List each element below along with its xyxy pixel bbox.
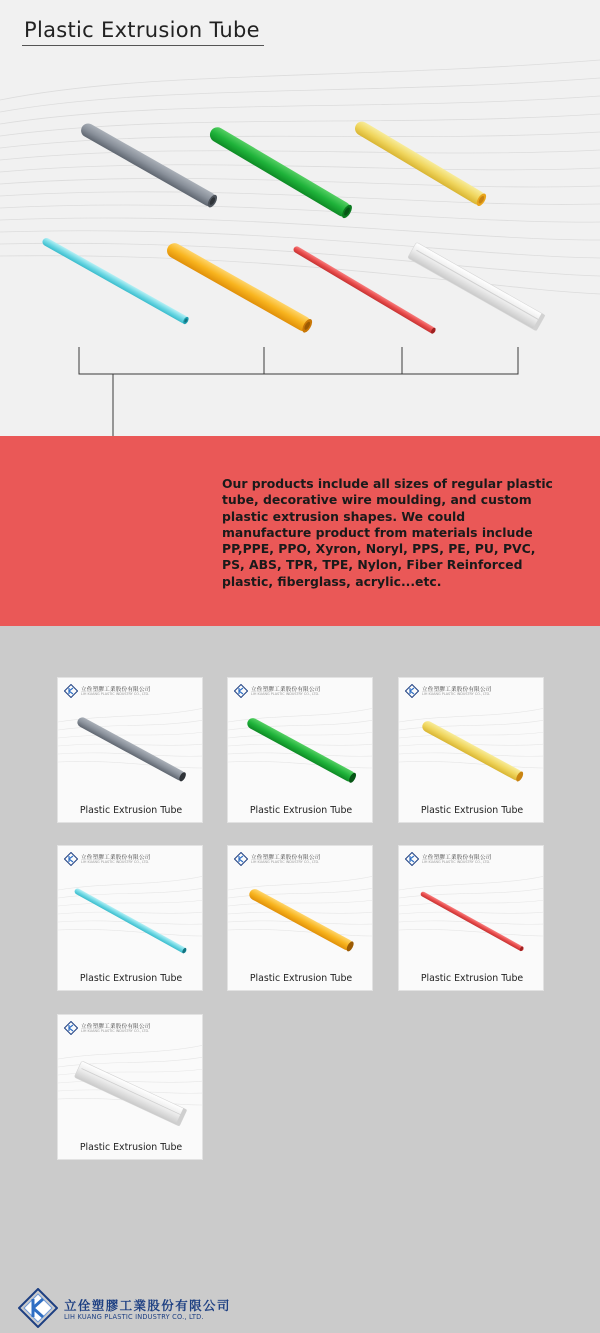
product-image-white-profile — [58, 1015, 203, 1160]
product-image-yellow-tube — [399, 678, 544, 823]
product-image-light-blue-tube — [58, 846, 203, 991]
product-image-orange-tube — [228, 846, 373, 991]
card-company-name-en: LIH KUANG PLASTIC INDUSTRY CO., LTD. — [422, 692, 491, 696]
card-company-name: 立佺塑膠工業股份有限公司 — [81, 687, 151, 693]
footer-company-name: 立佺塑膠工業股份有限公司 — [64, 1298, 231, 1313]
card-company-name-en: LIH KUANG PLASTIC INDUSTRY CO., LTD. — [251, 860, 320, 864]
page-title: Plastic Extrusion Tube — [24, 18, 260, 42]
card-company-name-en: LIH KUANG PLASTIC INDUSTRY CO., LTD. — [81, 860, 150, 864]
product-card-red[interactable] — [398, 845, 544, 991]
product-card-orange[interactable] — [227, 845, 373, 991]
card-company-name-en: LIH KUANG PLASTIC INDUSTRY CO., LTD. — [251, 692, 320, 696]
tube-white-profile — [408, 242, 546, 331]
product-label: Plastic Extrusion Tube — [79, 1142, 183, 1153]
card-company-name-en: LIH KUANG PLASTIC INDUSTRY CO., LTD. — [81, 1029, 150, 1033]
tube-yellow — [352, 119, 488, 208]
product-card-yellow[interactable] — [398, 677, 544, 823]
product-label: Plastic Extrusion Tube — [79, 973, 183, 984]
card-company-name: 立佺塑膠工業股份有限公司 — [422, 855, 492, 861]
card-company-name: 立佺塑膠工業股份有限公司 — [81, 1024, 151, 1030]
card-company-name-en: LIH KUANG PLASTIC INDUSTRY CO., LTD. — [81, 692, 150, 696]
product-image-red-tube — [399, 846, 544, 991]
product-card-gray[interactable] — [57, 677, 203, 823]
card-company-name: 立佺塑膠工業股份有限公司 — [422, 687, 492, 693]
footer-company-name-en: LIH KUANG PLASTIC INDUSTRY CO., LTD. — [64, 1313, 204, 1321]
card-company-name: 立佺塑膠工業股份有限公司 — [81, 855, 151, 861]
card-company-name-en: LIH KUANG PLASTIC INDUSTRY CO., LTD. — [422, 860, 491, 864]
product-image-gray-tube — [58, 678, 203, 823]
company-logo-icon[interactable] — [18, 1288, 58, 1328]
product-card-green[interactable] — [227, 677, 373, 823]
description-band — [0, 436, 600, 626]
tube-gray — [79, 121, 219, 209]
title-underline — [22, 45, 264, 46]
hero-section — [0, 0, 600, 436]
product-label: Plastic Extrusion Tube — [420, 805, 524, 816]
tube-showcase — [0, 0, 600, 436]
product-label: Plastic Extrusion Tube — [79, 805, 183, 816]
product-card-white[interactable] — [57, 1014, 203, 1160]
product-label: Plastic Extrusion Tube — [420, 973, 524, 984]
product-image-green-tube — [228, 678, 373, 823]
product-card-light-blue[interactable] — [57, 845, 203, 991]
card-company-name: 立佺塑膠工業股份有限公司 — [251, 687, 321, 693]
description-text: Our products include all sizes of regular plastic tube, decorative wire moulding, and custom plastic extrusion shapes. We could manufacture product from materials include PP,PPE, PPO, Xyron, Noryl, PPS, PE, PU, PVC, PS, ABS, TPR, TPE, Nylon, Fiber Reinforced plastic, fiberglass, acrylic...etc. — [222, 476, 553, 589]
product-label: Plastic Extrusion Tube — [249, 973, 353, 984]
tube-green — [207, 125, 354, 220]
product-label: Plastic Extrusion Tube — [249, 805, 353, 816]
card-company-name: 立佺塑膠工業股份有限公司 — [251, 855, 321, 861]
